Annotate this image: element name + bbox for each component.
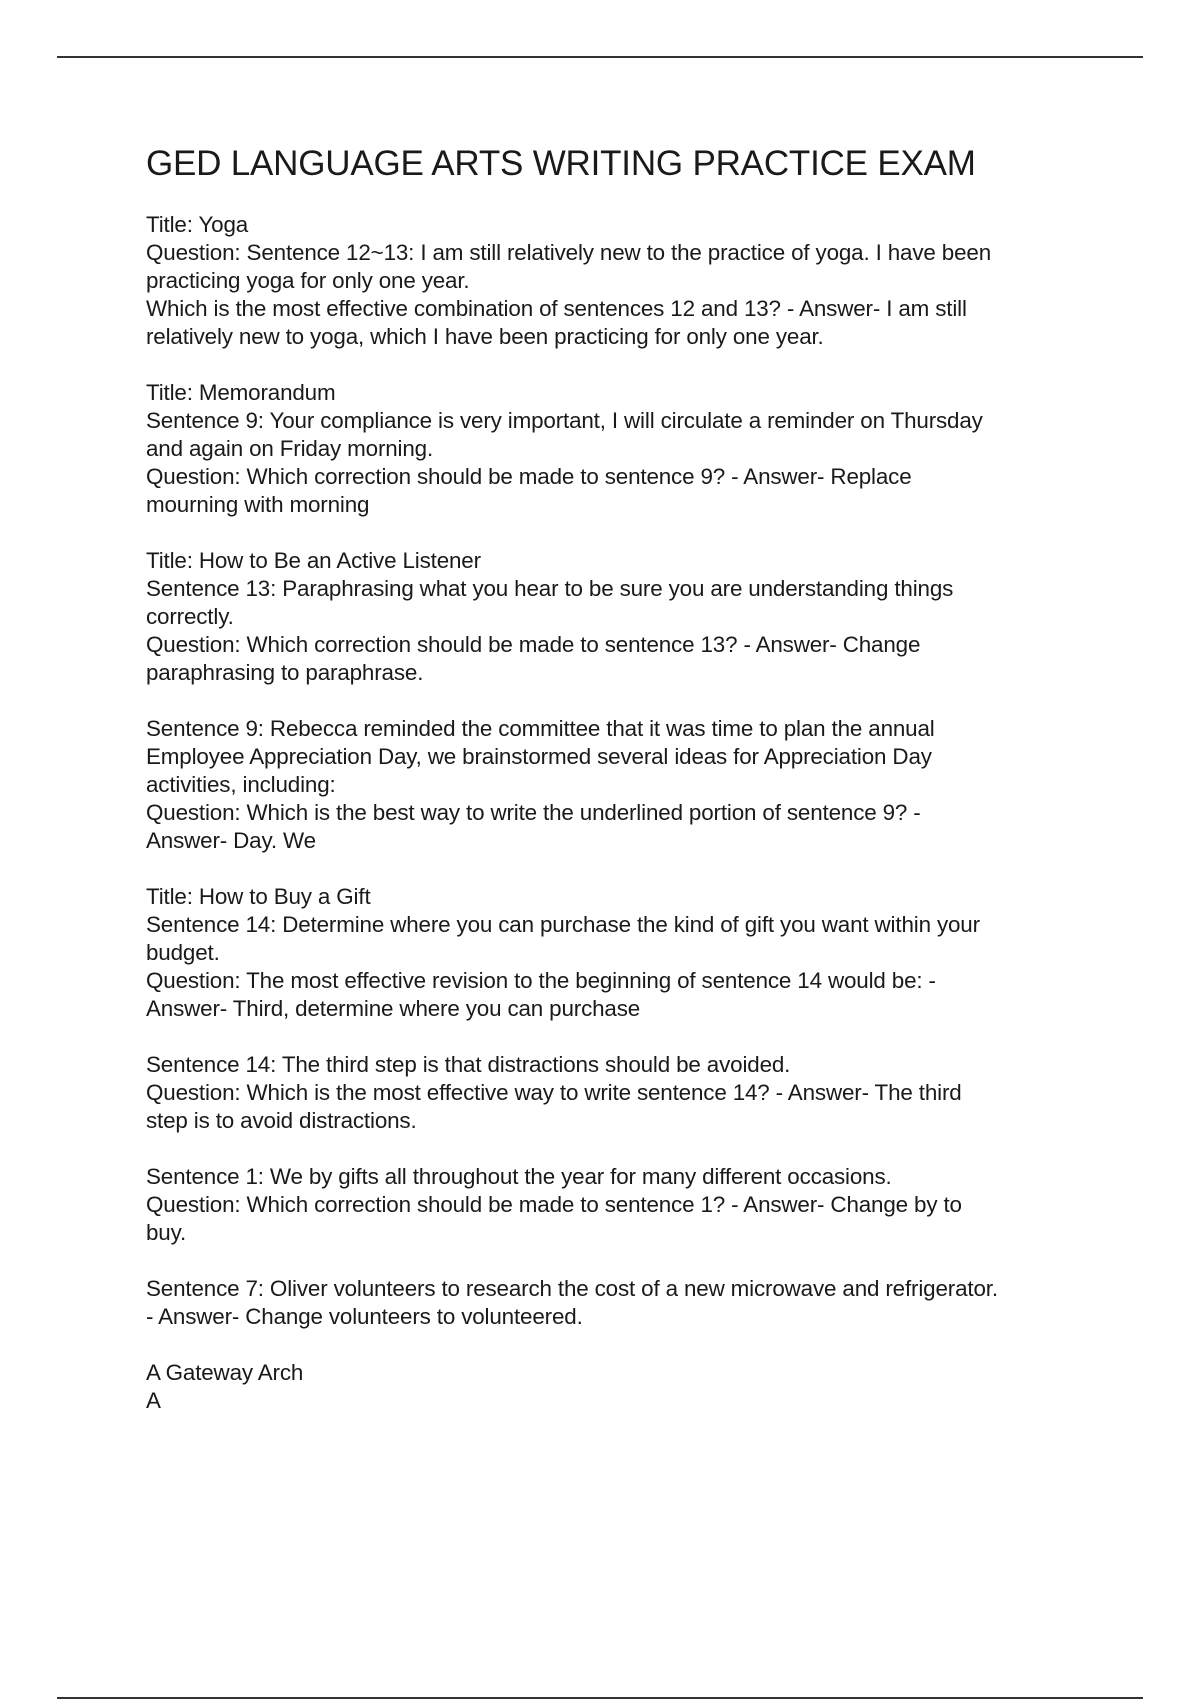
qa-line: activities, including: <box>146 772 336 797</box>
qa-line: mourning with morning <box>146 492 370 517</box>
qa-block-third-step <box>146 1051 1106 1135</box>
qa-block-appreciation-day <box>146 715 1106 855</box>
qa-line: Question: Which correction should be made to sentence 13? - Answer- Change <box>146 632 921 657</box>
qa-line: - Answer- Change volunteers to volunteered. <box>146 1304 583 1329</box>
qa-line: Question: Which is the most effective way to write sentence 14? - Answer- The third <box>146 1080 962 1105</box>
bottom-divider <box>57 1697 1143 1699</box>
qa-line: Employee Appreciation Day, we brainstormed several ideas for Appreciation Day <box>146 744 932 769</box>
qa-line: Title: Memorandum <box>146 380 336 405</box>
qa-block-gifts-occasions <box>146 1163 1106 1247</box>
page-title: GED LANGUAGE ARTS WRITING PRACTICE EXAM <box>146 144 976 183</box>
qa-line: Sentence 1: We by gifts all throughout the year for many different occasions. <box>146 1164 892 1189</box>
qa-line: Answer- Day. We <box>146 828 316 853</box>
qa-block-buy-a-gift <box>146 883 1106 1023</box>
qa-line: A Gateway Arch <box>146 1360 304 1385</box>
qa-line: step is to avoid distractions. <box>146 1108 417 1133</box>
qa-line: Question: Sentence 12~13: I am still relatively new to the practice of yoga. I have been <box>146 240 991 265</box>
document-body <box>146 143 1106 1443</box>
qa-block-active-listener <box>146 547 1106 687</box>
qa-line: paraphrasing to paraphrase. <box>146 660 424 685</box>
qa-line: Sentence 9: Rebecca reminded the committee that it was time to plan the annual <box>146 716 935 741</box>
qa-line: practicing yoga for only one year. <box>146 268 470 293</box>
qa-block-oliver <box>146 1275 1106 1331</box>
qa-line: Answer- Third, determine where you can purchase <box>146 996 641 1021</box>
qa-line: Sentence 14: Determine where you can purchase the kind of gift you want within your <box>146 912 980 937</box>
qa-line: relatively new to yoga, which I have been practicing for only one year. <box>146 324 824 349</box>
qa-line: Question: Which correction should be made to sentence 1? - Answer- Change by to <box>146 1192 962 1217</box>
qa-line: A <box>146 1388 161 1413</box>
qa-block-yoga <box>146 211 1106 351</box>
top-divider <box>57 56 1143 58</box>
qa-line: Sentence 13: Paraphrasing what you hear to be sure you are understanding things <box>146 576 954 601</box>
qa-line: Sentence 7: Oliver volunteers to research the cost of a new microwave and refrigerator. <box>146 1276 998 1301</box>
qa-line: Title: How to Be an Active Listener <box>146 548 481 573</box>
qa-line: Question: Which correction should be made to sentence 9? - Answer- Replace <box>146 464 912 489</box>
qa-line: Title: Yoga <box>146 212 249 237</box>
qa-line: buy. <box>146 1220 187 1245</box>
qa-line: budget. <box>146 940 220 965</box>
qa-line: Which is the most effective combination of sentences 12 and 13? - Answer- I am still <box>146 296 967 321</box>
qa-line: Sentence 14: The third step is that distractions should be avoided. <box>146 1052 791 1077</box>
qa-line: correctly. <box>146 604 234 629</box>
qa-block-memorandum <box>146 379 1106 519</box>
qa-line: Question: Which is the best way to write the underlined portion of sentence 9? - <box>146 800 921 825</box>
qa-line: Question: The most effective revision to the beginning of sentence 14 would be: - <box>146 968 936 993</box>
qa-line: and again on Friday morning. <box>146 436 434 461</box>
qa-line: Title: How to Buy a Gift <box>146 884 371 909</box>
qa-block-gateway-arch <box>146 1359 1106 1415</box>
qa-line: Sentence 9: Your compliance is very important, I will circulate a reminder on Thursday <box>146 408 983 433</box>
